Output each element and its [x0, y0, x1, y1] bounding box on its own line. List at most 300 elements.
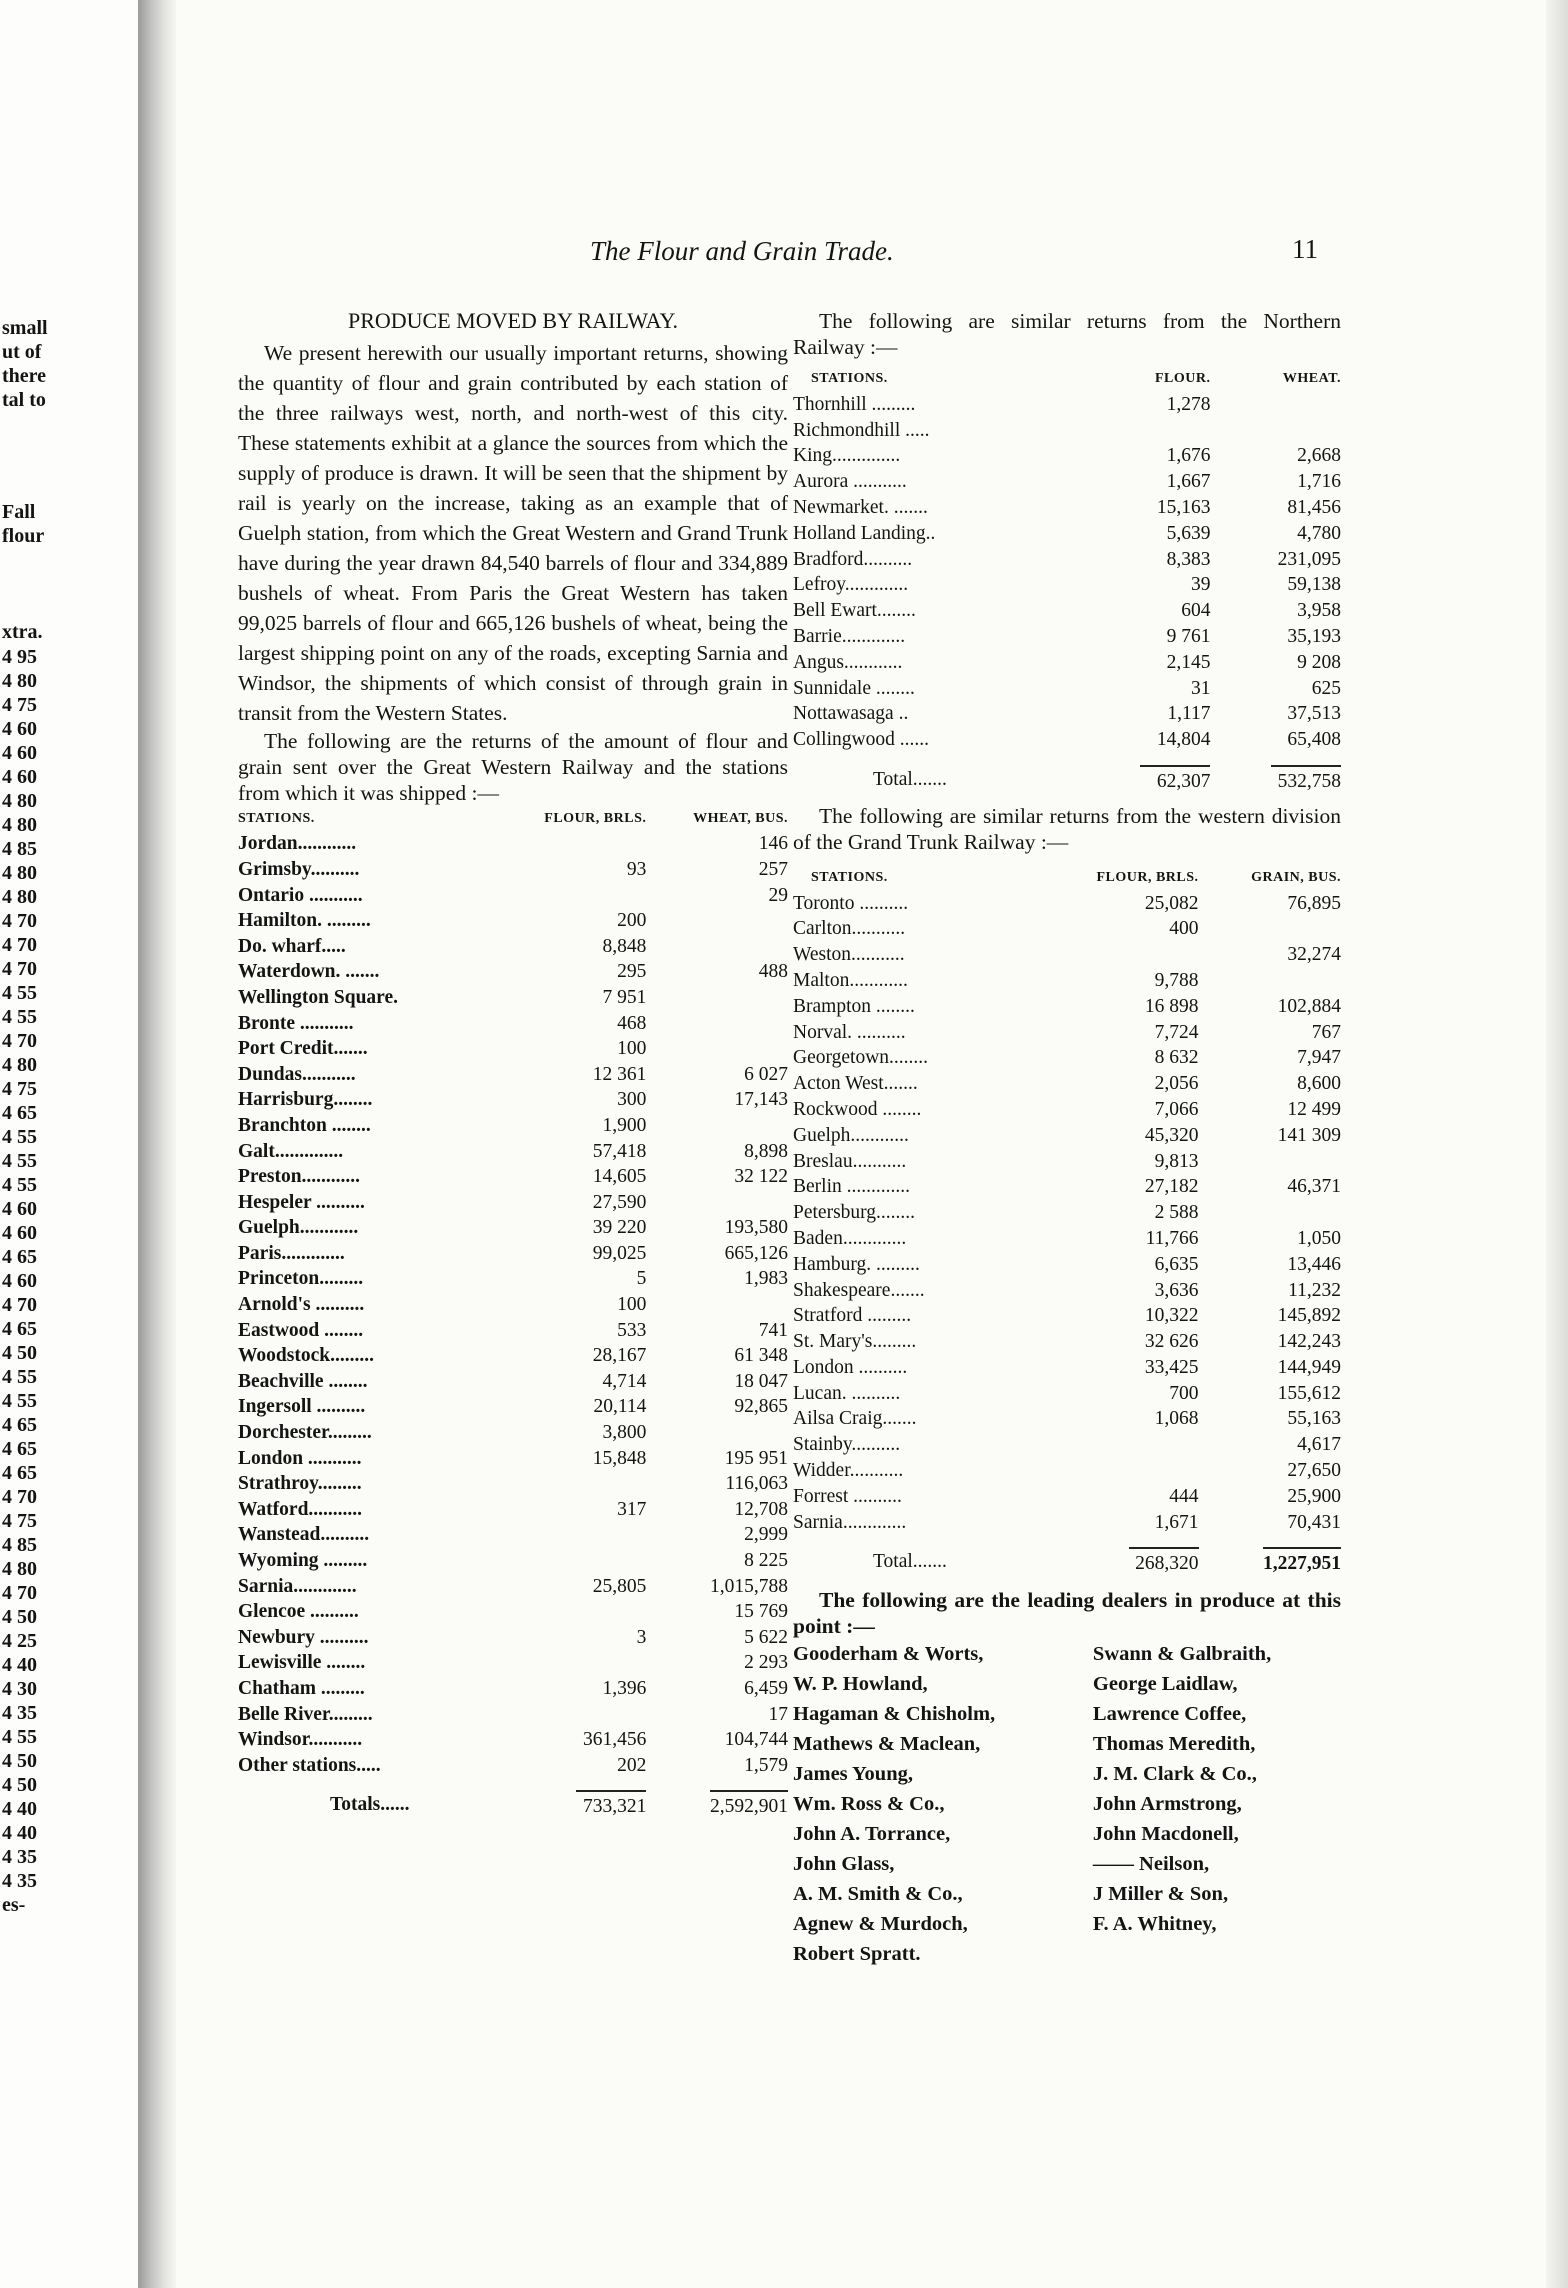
- station-name: Arnold's ..........: [238, 1294, 365, 1316]
- grand-trunk-row: [793, 1484, 1341, 1510]
- grain-value: 12,708: [734, 1498, 788, 1520]
- grain-value: 29: [768, 884, 788, 906]
- intro-paragraph: We present herewith our usually important returns, showing the quantity of flour and grain contributed by each station of the three railways west, north, and north-west of this city. These statements exhibit at a glance the sources from which the supply of produce is drawn. It will be seen that the shipment by rail is yearly on the increase, taking as an example that of Guelph station, from which the Great Western and Grand Trunk have during the year drawn 84,540 barrels of flour and 334,889 bushels of wheat. From Paris the Great Western has taken 99,025 barrels of flour and 665,126 bushels of wheat, being the largest shipping point on any of the roads, excepting Sarnia and Windsor, the shipments of which consist of through grain in transit from the Western States.: [238, 340, 788, 725]
- grand-trunk-row: [793, 916, 1341, 942]
- great-western-row: [238, 883, 788, 909]
- great-western-row: [238, 1292, 788, 1318]
- grand-trunk-row: [793, 1510, 1341, 1536]
- flour-value: 444: [1169, 1485, 1199, 1507]
- station-name: Acton West.......: [793, 1073, 918, 1095]
- flour-value: 33,425: [1144, 1356, 1199, 1378]
- flour-value: 100: [617, 1038, 647, 1060]
- grand-trunk-row: [793, 1123, 1341, 1149]
- station-name: Petersburg........: [793, 1202, 916, 1224]
- station-name: Glencoe ..........: [238, 1601, 359, 1623]
- station-name: Barrie.............: [793, 625, 906, 647]
- great-western-row: [238, 1318, 788, 1344]
- flour-value: [494, 1548, 646, 1574]
- dealer-row: [793, 1699, 1341, 1729]
- margin-fragment: es-: [2, 1894, 26, 1916]
- margin-fragment: 4 70: [2, 1294, 37, 1316]
- flour-value: 202: [617, 1754, 647, 1776]
- grain-value: 6 027: [744, 1063, 788, 1085]
- dealer-name: John Armstrong,: [1092, 1793, 1242, 1816]
- flour-value: 468: [617, 1012, 647, 1034]
- flour-value: 1,671: [1154, 1511, 1199, 1533]
- flour-value: 7,724: [1154, 1021, 1199, 1043]
- flour-value: 15,163: [1156, 496, 1211, 518]
- grain-value: 12 499: [1287, 1098, 1341, 1120]
- great-western-row: [238, 1753, 788, 1779]
- margin-fragment: 4 35: [2, 1870, 37, 1892]
- grain-value: 65,408: [1287, 729, 1341, 751]
- station-name: Lefroy.............: [793, 574, 909, 596]
- grain-value: 141 309: [1277, 1124, 1341, 1146]
- grain-value: 767: [1311, 1021, 1341, 1043]
- grain-value: 37,513: [1287, 703, 1341, 725]
- flour-value: 5,639: [1166, 522, 1211, 544]
- flour-value: 16 898: [1144, 995, 1199, 1017]
- station-name: Norval. ..........: [793, 1021, 906, 1043]
- great-western-row: [238, 1113, 788, 1139]
- northern-row: [793, 598, 1341, 624]
- margin-fragment: 4 65: [2, 1318, 37, 1340]
- flour-value: [1037, 1432, 1199, 1458]
- flour-value: 8 632: [1154, 1047, 1199, 1069]
- grain-value: 488: [758, 961, 788, 983]
- grain-value: [1199, 1200, 1341, 1226]
- margin-fragment: ut of: [2, 341, 42, 363]
- grain-value: 2,668: [1297, 445, 1341, 467]
- right-column: [793, 308, 1341, 1969]
- grand-trunk-row: [793, 1226, 1341, 1252]
- margin-fragment: flour: [2, 525, 45, 547]
- grain-value: [646, 1420, 788, 1446]
- grain-value: 35,193: [1287, 625, 1341, 647]
- flour-value: 300: [617, 1089, 647, 1111]
- station-name: Jordan............: [238, 833, 357, 855]
- station-name: Thornhill .........: [793, 393, 916, 415]
- northern-row: [793, 392, 1341, 418]
- flour-value: 15,848: [592, 1447, 647, 1469]
- great-western-row: [238, 1215, 788, 1241]
- flour-value: 11,766: [1145, 1227, 1199, 1249]
- margin-fragment: 4 65: [2, 1246, 37, 1268]
- station-name: Waterdown. .......: [238, 961, 380, 983]
- margin-fragment: 4 75: [2, 1510, 37, 1532]
- margin-fragment: 4 80: [2, 1054, 37, 1076]
- margin-fragment: 4 60: [2, 718, 37, 740]
- station-name: Galt..............: [238, 1140, 344, 1162]
- station-name: Carlton...........: [793, 918, 906, 940]
- station-name: Shakespeare.......: [793, 1279, 925, 1301]
- margin-fragment: 4 80: [2, 670, 37, 692]
- flour-value: 32 626: [1144, 1331, 1199, 1353]
- grain-value: 665,126: [724, 1242, 788, 1264]
- flour-value: [494, 883, 646, 909]
- flour-value: 4,714: [602, 1370, 647, 1392]
- station-name: Angus............: [793, 651, 903, 673]
- station-name: Guelph............: [793, 1124, 909, 1146]
- station-name: Rockwood ........: [793, 1098, 922, 1120]
- station-name: Stratford .........: [793, 1305, 912, 1327]
- station-name: Princeton.........: [238, 1268, 364, 1290]
- margin-fragment: 4 55: [2, 1126, 37, 1148]
- station-name: Windsor...........: [238, 1729, 363, 1751]
- grain-value: 1,983: [744, 1268, 788, 1290]
- great-western-row: [238, 1011, 788, 1037]
- margin-fragment: 4 55: [2, 1390, 37, 1412]
- station-name: Ontario ...........: [238, 884, 363, 906]
- margin-fragment: 4 60: [2, 766, 37, 788]
- margin-fragment: 4 55: [2, 982, 37, 1004]
- great-western-row: [238, 934, 788, 960]
- station-name: Hamburg. .........: [793, 1253, 920, 1275]
- grain-value: 61 348: [734, 1345, 788, 1367]
- grain-value: 7,947: [1297, 1047, 1341, 1069]
- station-name: Paris.............: [238, 1242, 345, 1264]
- flour-value: 9,788: [1154, 969, 1199, 991]
- dealer-name: John A. Torrance,: [793, 1823, 951, 1846]
- station-name: Wanstead..........: [238, 1524, 370, 1546]
- dealer-name: Hagaman & Chisholm,: [793, 1703, 996, 1726]
- station-name: Bronte ...........: [238, 1012, 354, 1034]
- flour-value: 12 361: [592, 1063, 647, 1085]
- station-name: Hamilton. .........: [238, 910, 371, 932]
- station-name: Other stations.....: [238, 1754, 381, 1776]
- grain-value: 8,600: [1297, 1073, 1341, 1095]
- grand-trunk-table: [793, 865, 1341, 1578]
- flour-value: 14,804: [1156, 729, 1211, 751]
- grain-value: 25,900: [1287, 1485, 1341, 1507]
- grain-value: 8 225: [744, 1550, 788, 1572]
- dealer-name: John Glass,: [793, 1853, 895, 1876]
- grain-value: 102,884: [1277, 995, 1341, 1017]
- station-name: Richmondhill .....: [793, 419, 930, 441]
- great-western-row: [238, 1650, 788, 1676]
- grain-value: [646, 985, 788, 1011]
- dealers-list: [793, 1639, 1341, 1969]
- station-name: Guelph............: [238, 1217, 359, 1239]
- flour-value: 295: [617, 961, 647, 983]
- station-name: Eastwood ........: [238, 1319, 364, 1341]
- station-name: King..............: [793, 445, 901, 467]
- station-name: Brampton ........: [793, 995, 915, 1017]
- northern-row: [793, 676, 1341, 702]
- margin-fragment: 4 50: [2, 1750, 37, 1772]
- flour-value: [1037, 1458, 1199, 1484]
- station-name: Branchton ........: [238, 1114, 371, 1136]
- station-name: Do. wharf.....: [238, 935, 346, 957]
- grain-value: 4,617: [1297, 1434, 1341, 1456]
- margin-fragment: 4 65: [2, 1102, 37, 1124]
- northern-row: [793, 469, 1341, 495]
- margin-fragment: 4 70: [2, 1486, 37, 1508]
- dealer-name: [1063, 1939, 1341, 1969]
- dealer-name: Thomas Meredith,: [1092, 1733, 1256, 1756]
- northern-row: [793, 701, 1341, 727]
- station-name: Berlin .............: [793, 1176, 910, 1198]
- station-name: Bell Ewart........: [793, 600, 916, 622]
- flour-value: 8,848: [602, 935, 647, 957]
- great-western-row: [238, 908, 788, 934]
- grain-value: 27,650: [1287, 1460, 1341, 1482]
- margin-fragment: 4 60: [2, 1270, 37, 1292]
- great-western-row: [238, 1241, 788, 1267]
- grand-trunk-row: [793, 1071, 1341, 1097]
- flour-value: 9,813: [1154, 1150, 1199, 1172]
- grain-value: 155,612: [1277, 1382, 1341, 1404]
- flour-value: 99,025: [592, 1242, 647, 1264]
- grain-value: 92,865: [734, 1396, 788, 1418]
- grain-value: 625: [1311, 677, 1341, 699]
- station-name: Stainby..........: [793, 1434, 901, 1456]
- grain-value: [646, 908, 788, 934]
- station-name: Preston............: [238, 1166, 361, 1188]
- left-column: [238, 308, 788, 1820]
- great-western-row: [238, 1497, 788, 1523]
- grain-value: 1,050: [1297, 1227, 1341, 1249]
- margin-fragment: 4 55: [2, 1366, 37, 1388]
- col-header-flour: FLOUR, BRLS.: [1096, 869, 1199, 885]
- grain-value: [1199, 968, 1341, 994]
- flour-value: [1037, 942, 1199, 968]
- grain-value: 145,892: [1277, 1305, 1341, 1327]
- dealer-name: James Young,: [793, 1763, 913, 1786]
- station-name: Ailsa Craig.......: [793, 1408, 917, 1430]
- grain-value: [1199, 1149, 1341, 1175]
- col-header-wheat: WHEAT.: [1282, 371, 1341, 386]
- margin-fragment: 4 85: [2, 838, 37, 860]
- northern-total: Total....... 62,307 532,758: [793, 753, 1341, 795]
- grand-trunk-row: [793, 1355, 1341, 1381]
- col-header-stations: STATIONS.: [811, 371, 888, 386]
- grain-value: [646, 1036, 788, 1062]
- dealer-row: [793, 1879, 1341, 1909]
- dealer-name: Swann & Galbraith,: [1092, 1643, 1272, 1666]
- station-name: Hespeler ..........: [238, 1191, 365, 1213]
- dealer-name: —— Neilson,: [1092, 1853, 1210, 1876]
- col-header-stations: STATIONS.: [238, 810, 315, 826]
- station-name: Ingersoll ..........: [238, 1396, 366, 1418]
- flour-value: 39 220: [592, 1217, 647, 1239]
- flour-value: 25,805: [592, 1575, 647, 1597]
- grain-value: 9 208: [1297, 651, 1341, 673]
- northern-row: [793, 727, 1341, 753]
- margin-fragment: 4 60: [2, 1222, 37, 1244]
- grain-value: 116,063: [725, 1473, 788, 1495]
- grain-value: 257: [758, 858, 788, 880]
- dealer-name: Robert Spratt.: [793, 1943, 921, 1966]
- station-name: Harrisburg........: [238, 1089, 373, 1111]
- great-western-totals: Totals...... 733,321 2,592,901: [238, 1778, 788, 1820]
- flour-value: 1,278: [1166, 393, 1211, 415]
- flour-value: 9 761: [1166, 625, 1211, 647]
- northern-row: [793, 650, 1341, 676]
- grand-trunk-row: [793, 891, 1341, 917]
- station-name: Beachville ........: [238, 1370, 368, 1392]
- station-name: Belle River.........: [238, 1703, 373, 1725]
- great-western-row: [238, 1548, 788, 1574]
- page-edge: [1546, 0, 1568, 2288]
- station-name: Weston...........: [793, 944, 905, 966]
- grain-value: 46,371: [1287, 1176, 1341, 1198]
- flour-value: 39: [1190, 574, 1211, 596]
- flour-value: 700: [1169, 1382, 1199, 1404]
- grain-value: [646, 934, 788, 960]
- flour-value: [494, 1702, 646, 1728]
- grain-value: 104,744: [724, 1729, 788, 1751]
- margin-fragment: 4 60: [2, 742, 37, 764]
- grain-value: 8,898: [744, 1140, 788, 1162]
- margin-fragment: 4 75: [2, 694, 37, 716]
- grand-trunk-row: [793, 1200, 1341, 1226]
- dealer-name: F. A. Whitney,: [1092, 1913, 1217, 1936]
- great-western-row: [238, 1036, 788, 1062]
- station-name: Holland Landing..: [793, 522, 936, 544]
- station-name: Woodstock.........: [238, 1345, 374, 1367]
- grain-value: 11,232: [1288, 1279, 1341, 1301]
- great-western-row: [238, 1087, 788, 1113]
- grand-trunk-row: [793, 1045, 1341, 1071]
- flour-value: 361,456: [583, 1729, 647, 1751]
- margin-fragment: 4 30: [2, 1678, 37, 1700]
- flour-value: 27,182: [1144, 1176, 1199, 1198]
- grain-value: 55,163: [1287, 1408, 1341, 1430]
- dealer-name: George Laidlaw,: [1092, 1673, 1238, 1696]
- grand-trunk-row: [793, 1278, 1341, 1304]
- grain-value: 17: [768, 1703, 788, 1725]
- flour-value: [494, 1522, 646, 1548]
- grand-trunk-total: Total....... 268,320 1,227,951: [793, 1535, 1341, 1577]
- northern-row: [793, 547, 1341, 573]
- northern-row: [793, 418, 1341, 444]
- grain-value: 18 047: [734, 1370, 788, 1392]
- col-header-wheat: WHEAT, BUS.: [693, 810, 788, 826]
- grain-value: 4,780: [1297, 522, 1341, 544]
- grain-value: 193,580: [724, 1217, 788, 1239]
- grain-value: 59,138: [1287, 574, 1341, 596]
- station-name: Aurora ...........: [793, 471, 907, 493]
- flour-value: 93: [626, 858, 647, 880]
- margin-fragment: 4 70: [2, 1030, 37, 1052]
- station-name: Strathroy.........: [238, 1473, 362, 1495]
- dealer-row: [793, 1789, 1341, 1819]
- margin-fragment: small: [2, 317, 48, 339]
- flour-value: 100: [617, 1294, 647, 1316]
- dealer-row: [793, 1639, 1341, 1669]
- flour-value: 28,167: [592, 1345, 647, 1367]
- grain-value: 146: [758, 833, 788, 855]
- great-western-row: [238, 1266, 788, 1292]
- station-name: Toronto ..........: [793, 892, 909, 914]
- dealer-row: [793, 1819, 1341, 1849]
- great-western-row: [238, 831, 788, 857]
- margin-fragment: 4 70: [2, 910, 37, 932]
- flour-value: 2 588: [1154, 1202, 1199, 1224]
- dealer-name: W. P. Howland,: [793, 1673, 928, 1696]
- dealer-name: Wm. Ross & Co.,: [793, 1793, 945, 1816]
- grain-value: [646, 1190, 788, 1216]
- station-name: Wellington Square.: [238, 986, 399, 1008]
- flour-value: 1,900: [602, 1114, 647, 1136]
- grand-trunk-row: [793, 968, 1341, 994]
- flour-value: 27,590: [592, 1191, 647, 1213]
- grand-trunk-row: [793, 1252, 1341, 1278]
- grand-trunk-row: [793, 1174, 1341, 1200]
- station-name: Grimsby..........: [238, 858, 360, 880]
- great-western-row: [238, 857, 788, 883]
- station-name: London ..........: [793, 1356, 908, 1378]
- great-western-row: [238, 1727, 788, 1753]
- station-name: Chatham .........: [238, 1677, 365, 1699]
- station-name: Sarnia.............: [238, 1575, 357, 1597]
- great-western-row: [238, 1062, 788, 1088]
- flour-value: 14,605: [592, 1166, 647, 1188]
- dealer-name: Agnew & Murdoch,: [793, 1913, 968, 1936]
- margin-fragment: 4 65: [2, 1438, 37, 1460]
- station-name: St. Mary's.........: [793, 1331, 917, 1353]
- grain-value: 17,143: [734, 1089, 788, 1111]
- flour-value: 1,068: [1154, 1408, 1199, 1430]
- margin-fragment: 4 70: [2, 934, 37, 956]
- station-name: Forrest ..........: [793, 1485, 902, 1507]
- great-western-row: [238, 1139, 788, 1165]
- great-western-row: [238, 1471, 788, 1497]
- margin-fragment: tal to: [2, 389, 46, 411]
- dealer-row: [793, 1849, 1341, 1879]
- station-name: Breslau...........: [793, 1150, 907, 1172]
- dealer-name: Mathews & Maclean,: [793, 1733, 981, 1756]
- station-name: Georgetown........: [793, 1047, 929, 1069]
- flour-value: 1,667: [1166, 471, 1211, 493]
- grain-value: 3,958: [1297, 600, 1341, 622]
- station-name: Dorchester.........: [238, 1422, 372, 1444]
- northern-row: [793, 624, 1341, 650]
- flour-value: 1,117: [1167, 703, 1211, 725]
- col-header-stations: STATIONS.: [811, 869, 888, 885]
- book-binding: [138, 0, 176, 2288]
- flour-value: 533: [617, 1319, 647, 1341]
- grain-value: 231,095: [1277, 548, 1341, 570]
- great-western-row: [238, 1164, 788, 1190]
- margin-fragment: Fall: [2, 501, 36, 523]
- northern-intro: The following are similar returns from the Northern Railway :—: [793, 309, 1341, 359]
- station-name: London ...........: [238, 1447, 362, 1469]
- margin-fragment: 4 35: [2, 1846, 37, 1868]
- station-name: Lewisville ........: [238, 1652, 366, 1674]
- station-name: Lucan. ..........: [793, 1382, 901, 1404]
- flour-value: 8,383: [1166, 548, 1211, 570]
- flour-value: 20,114: [593, 1396, 647, 1418]
- great-western-row: [238, 1702, 788, 1728]
- northern-row: [793, 495, 1341, 521]
- station-name: Newmarket. .......: [793, 496, 928, 518]
- dealer-row: [793, 1939, 1341, 1969]
- flour-value: 317: [617, 1498, 647, 1520]
- grain-value: 15 769: [734, 1601, 788, 1623]
- great-western-row: [238, 1446, 788, 1472]
- northern-row: [793, 572, 1341, 598]
- grain-value: [1199, 916, 1341, 942]
- margin-fragment: 4 55: [2, 1726, 37, 1748]
- grand-trunk-row: [793, 942, 1341, 968]
- grand-trunk-row: [793, 1458, 1341, 1484]
- great-western-row: [238, 959, 788, 985]
- grain-value: [646, 1113, 788, 1139]
- flour-value: 200: [617, 910, 647, 932]
- previous-page-strip: [0, 0, 138, 2288]
